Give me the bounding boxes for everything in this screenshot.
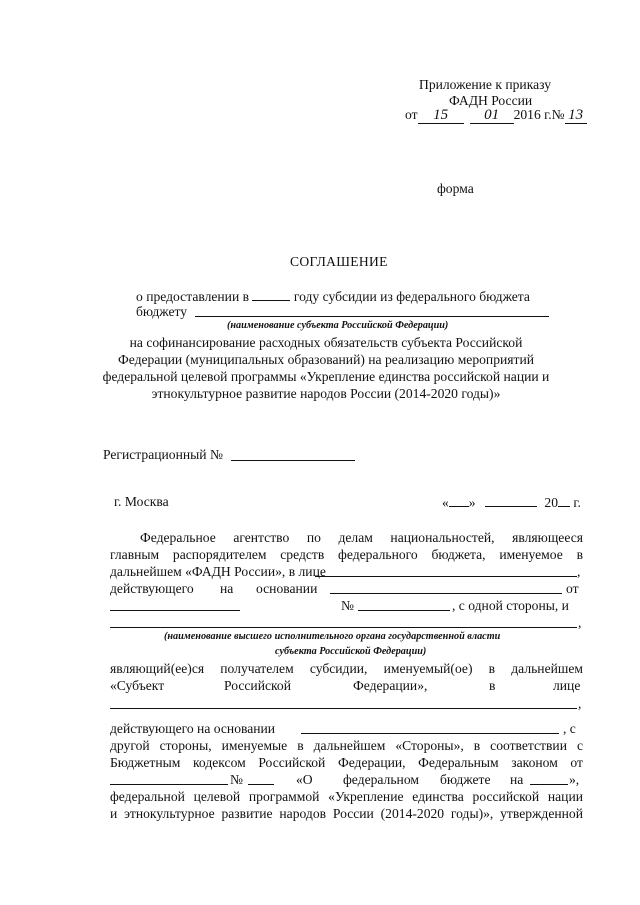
p1-line3-end: ,: [577, 564, 581, 579]
document-title: СОГЛАШЕНИЕ: [290, 254, 388, 269]
appendix-line1: Приложение к приказу: [419, 77, 552, 92]
p1-line2: главным распорядителем средств федерального бюджета, именуемое в: [110, 547, 583, 562]
p3-line1-a: действующего на основании: [110, 721, 276, 736]
representative-blank-2: [110, 708, 577, 709]
subject-name-blank: [195, 316, 549, 317]
p3-line3: Бюджетным кодексом Российской Федерации, Федеральным законом от: [110, 755, 583, 770]
year-prefix: 20: [544, 495, 558, 510]
date-year: 2016 г.№: [513, 107, 565, 122]
law-date-blank: [110, 784, 228, 785]
city: г. Москва: [114, 494, 169, 509]
p1-line4-a: действующего: [110, 581, 194, 596]
subject-line5: федеральной целевой программы «Укрепление единства российской нации и: [102, 369, 550, 384]
month-blank: [485, 493, 537, 507]
p1-line4-c: основании: [256, 581, 318, 596]
p1-line1: Федеральное агентство по делам национальностей, являющееся: [140, 530, 583, 545]
basis-number-blank: [358, 610, 450, 611]
p3-line4-a: «О: [296, 772, 313, 787]
basis-blank-1: [330, 593, 562, 594]
p3-line4-b: федеральном: [343, 772, 419, 787]
p1-line5-end: , с одной стороны, и: [452, 598, 569, 613]
p1-line4-d: от: [566, 581, 579, 596]
appendix-line2: ФАДН России: [449, 93, 533, 108]
registration-label: Регистрационный №: [103, 447, 223, 462]
year-blank: [252, 287, 290, 301]
subject-line6: этнокультурное развитие народов России (2014-2020 годы)»: [151, 386, 501, 401]
agreement-date: [442, 493, 581, 511]
subject-caption: (наименование субъекта Российской Федерации): [227, 320, 449, 331]
p1-line4-b: на: [220, 581, 234, 596]
p1-line6-end: ,: [578, 615, 582, 630]
authority-caption-line2: субъекта Российской Федерации): [275, 646, 427, 657]
law-number-blank: [248, 784, 274, 785]
subject-line4: Федерации (муниципальных образований) на реализацию мероприятий: [117, 352, 535, 367]
handwritten-number: 13: [565, 107, 587, 124]
p3-line1-b: , с: [563, 721, 576, 736]
p1-line3: дальнейшем «ФАДН России», в лице: [110, 564, 326, 579]
year-blank-2: [558, 493, 570, 507]
p3-line5: федеральной целевой программой «Укрепление единства российской нации: [110, 789, 583, 804]
authority-name-blank: [110, 627, 577, 628]
subject-line2: бюджету: [136, 304, 188, 319]
p2-line2-b: Российской: [224, 678, 291, 693]
p3-line6: и этнокультурное развитие народов России (2014-2020 годы)», утвержденной: [110, 806, 583, 821]
p2-line3-end: ,: [578, 696, 582, 711]
year-suffix: г.: [573, 495, 581, 510]
p1-line5-no: №: [341, 598, 354, 613]
quote-open: «: [442, 495, 449, 510]
subject-line1-end: году субсидии из федерального бюджета: [293, 289, 530, 304]
budget-year-blank: [530, 784, 568, 785]
p2-line2-a: «Субъект: [110, 678, 165, 693]
basis-blank-2: [301, 733, 559, 734]
p3-line4-c: бюджете: [440, 772, 491, 787]
p3-line4-end: »,: [569, 772, 580, 787]
appendix-date-line: [405, 106, 587, 124]
quote-close: »: [468, 495, 476, 510]
form-label: форма: [437, 181, 474, 196]
subject-line1-start: о предоставлении в: [136, 289, 250, 304]
p2-line2-c: Федерации»,: [353, 678, 428, 693]
subject-line1: [136, 287, 530, 305]
p2-line1: являющий(ее)ся получателем субсидии, именуемый(ое) в дальнейшем: [110, 661, 583, 676]
registration-number-blank: [231, 460, 355, 461]
basis-date-blank: [110, 610, 240, 611]
day-blank: [449, 493, 469, 507]
p3-line4-d: на: [510, 772, 524, 787]
authority-caption-line1: (наименование высшего исполнительного органа государственной власти: [164, 631, 501, 642]
handwritten-day: 15: [418, 107, 464, 124]
subject-line3: на софинансирование расходных обязательств субъекта Российской: [129, 335, 523, 350]
handwritten-month: 01: [470, 107, 514, 124]
date-prefix: от: [405, 107, 418, 122]
representative-blank-1: [315, 576, 577, 577]
p3-line4-no: №: [230, 772, 243, 787]
p2-line2-d: в: [489, 678, 496, 693]
p2-line2-e: лице: [553, 678, 581, 693]
p3-line2: другой стороны, именуемые в дальнейшем «Стороны», в соответствии с: [110, 738, 583, 753]
